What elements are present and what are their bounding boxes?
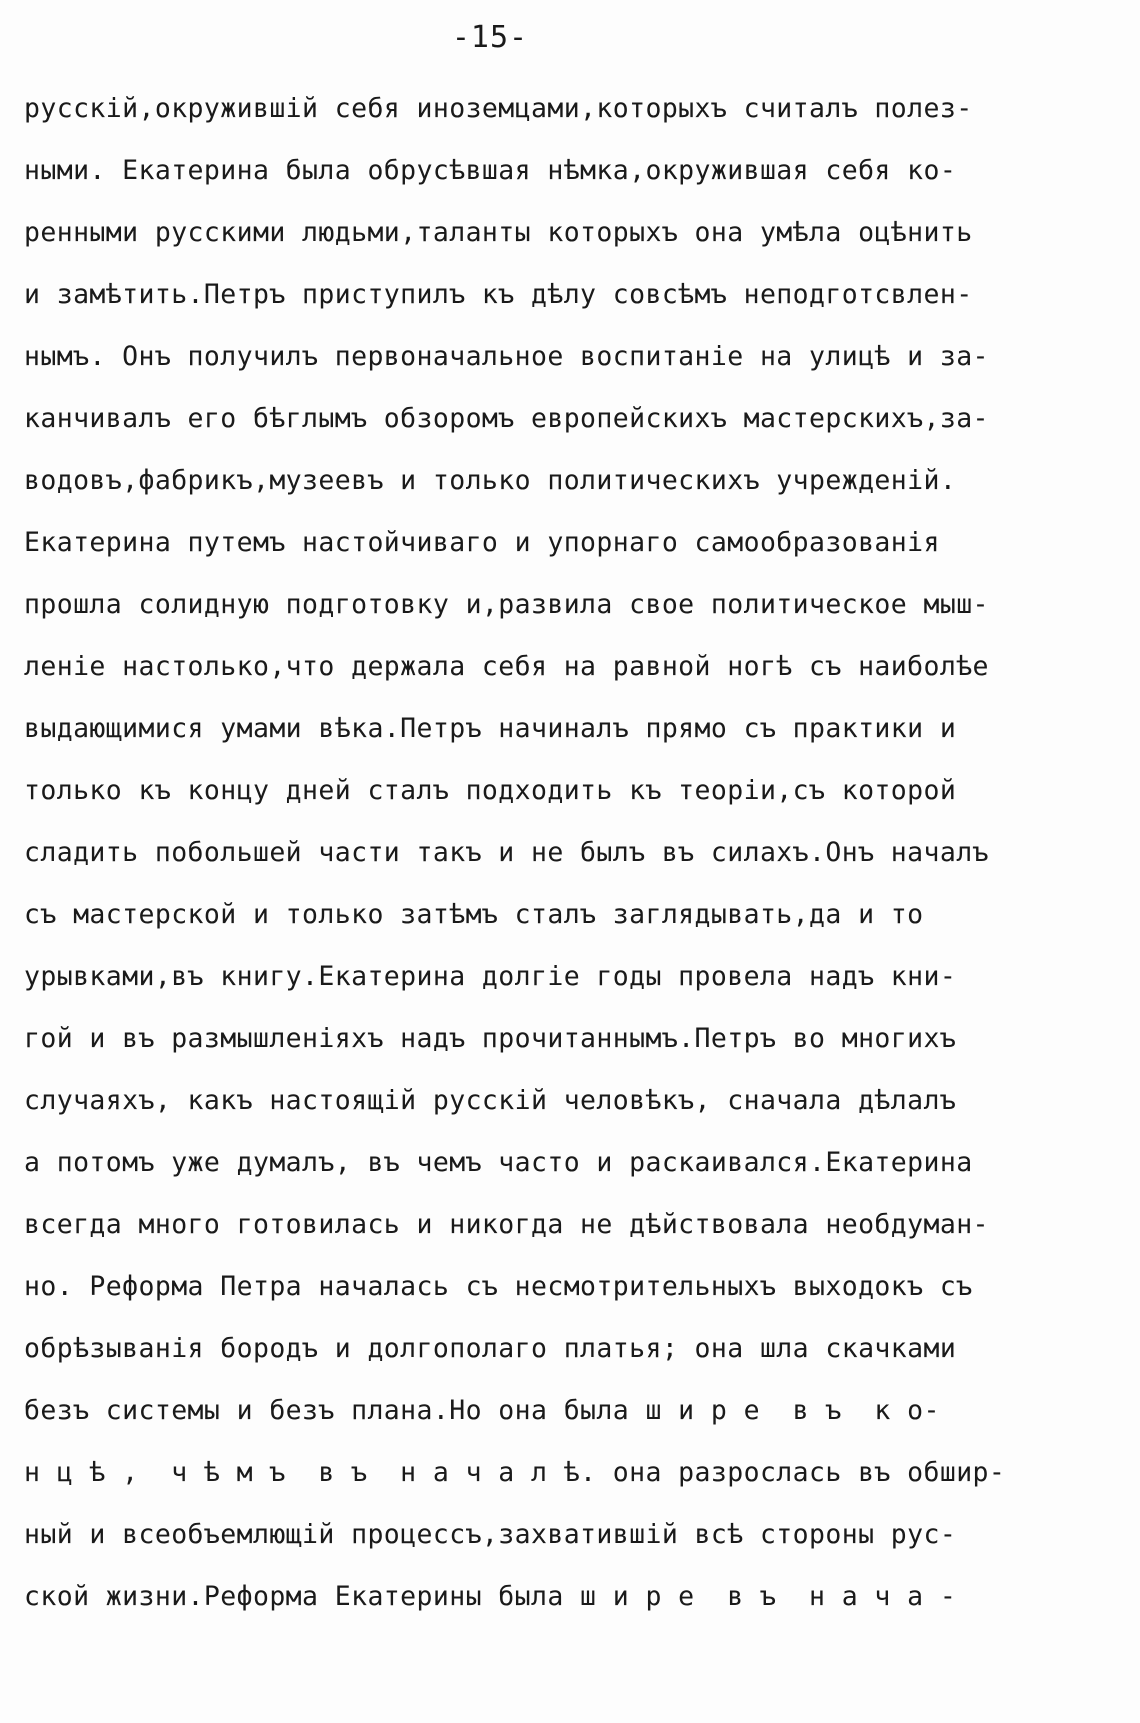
text-line: русскій,окружившій себя иноземцами,которыхъ считалъ полез- [24,93,973,124]
text-line: ской жизни.Реформа Екатерины была ш и р е в ъ н а ч а - [24,1581,957,1612]
page-number: -15- [451,20,529,55]
text-line: съ мастерской и только затѣмъ сталъ заглядывать,да и то [24,899,924,930]
text-line: прошла солидную подготовку и,развила свое политическое мыш- [24,589,989,620]
text-line: сладить побольшей части такъ и не былъ въ силахъ.Онъ началъ [24,837,989,868]
text-line: ными. Екатерина была обрусѣвшая нѣмка,окружившая себя ко- [24,155,957,186]
text-line: случаяхъ, какъ настоящій русскій человѣкъ, сначала дѣлалъ [24,1085,957,1116]
text-line: урывками,въ книгу.Екатерина долгіе годы провела надъ кни- [24,961,957,992]
text-line: н ц ѣ , ч ѣ м ъ в ъ н а ч а л ѣ. она разрослась въ обшир- [24,1457,1006,1488]
text-line: всегда много готовилась и никогда не дѣйствовала необдуман- [24,1209,989,1240]
text-line: выдающимися умами вѣка.Петръ начиналъ прямо съ практики и [24,713,957,744]
text-line: и замѣтить.Петръ приступилъ къ дѣлу совсѣмъ неподготсвлен- [24,279,973,310]
body-text [24,78,1034,1628]
text-line: ный и всеобъемлющій процессъ,захватившій всѣ стороны рус- [24,1519,957,1550]
text-line: нымъ. Онъ получилъ первоначальное воспитаніе на улицѣ и за- [24,341,989,372]
text-line: леніе настолько,что держала себя на равной ногѣ съ наиболѣе [24,651,989,682]
text-line: ренными русскими людьми,таланты которыхъ она умѣла оцѣнить [24,217,973,248]
text-line: безъ системы и безъ плана.Но она была ш и р е в ъ к о- [24,1395,940,1426]
text-line: гой и въ размышленіяхъ надъ прочитаннымъ.Петръ во многихъ [24,1023,957,1054]
text-line: а потомъ уже думалъ, въ чемъ часто и раскаивался.Екатерина [24,1147,973,1178]
text-line: обрѣзыванія бородъ и долгополаго платья; она шла скачками [24,1333,957,1364]
text-line: только къ концу дней сталъ подходить къ теоріи,съ которой [24,775,957,806]
text-line: Екатерина путемъ настойчиваго и упорнаго самообразованія [24,527,940,558]
text-line: канчивалъ его бѣглымъ обзоромъ европейскихъ мастерскихъ,за- [24,403,989,434]
text-line: но. Реформа Петра началась съ несмотрительныхъ выходокъ съ [24,1271,973,1302]
text-line: водовъ,фабрикъ,музеевъ и только политическихъ учрежденій. [24,465,957,496]
